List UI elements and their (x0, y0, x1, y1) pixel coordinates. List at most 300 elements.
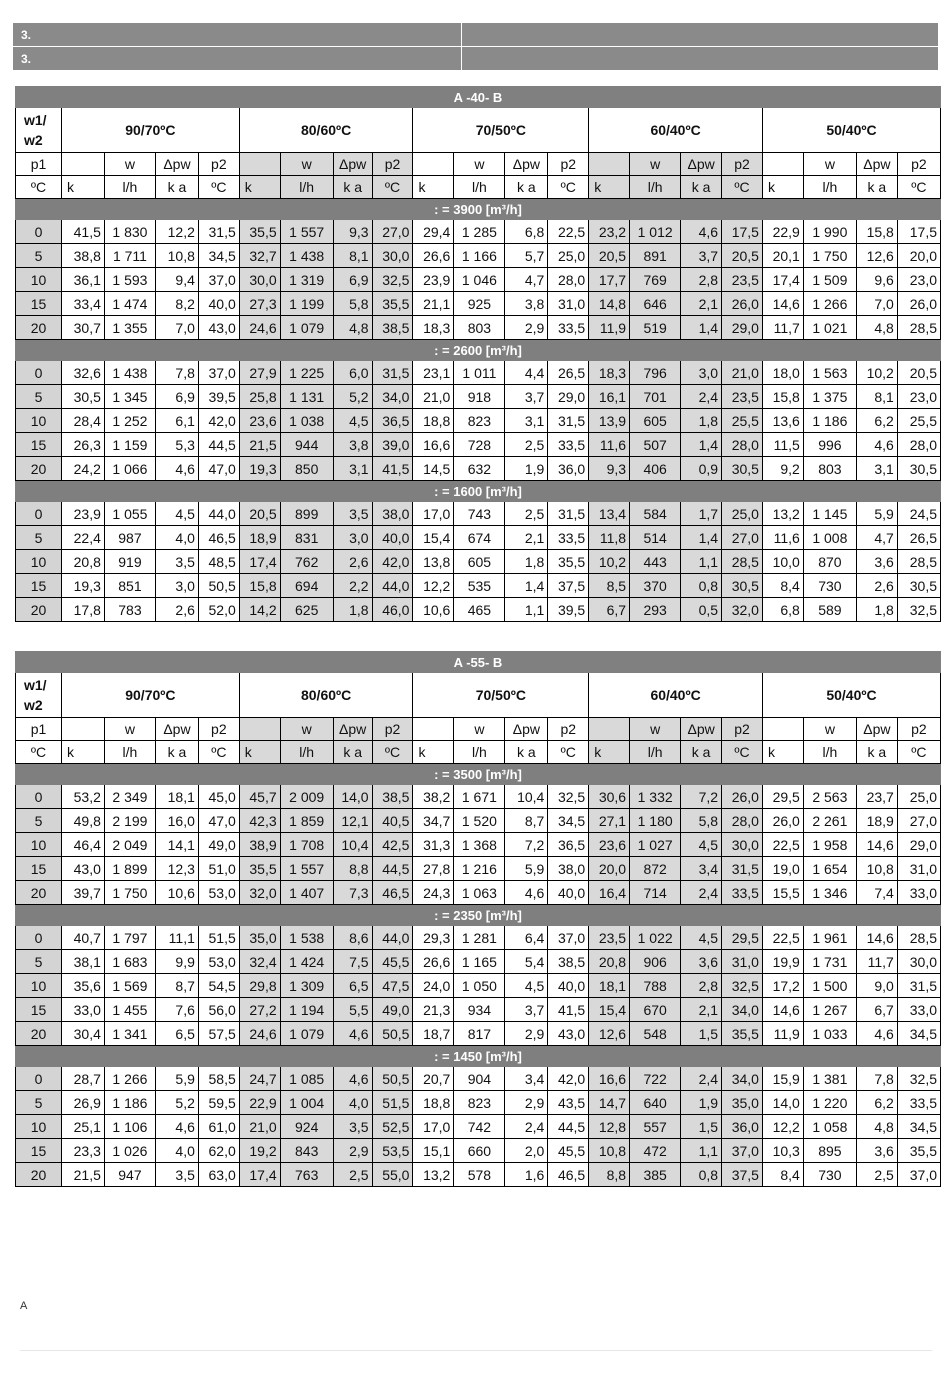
dpw-label: Δpw (505, 153, 548, 176)
table-cell: 10,3 (762, 1139, 803, 1163)
table-cell: 43,0 (198, 316, 239, 340)
table-row (16, 881, 941, 905)
airflow-label: : = 3500 [m³/h] (16, 764, 941, 785)
table-cell: 29,3 (413, 926, 454, 950)
table-cell: 20,0 (589, 857, 630, 881)
table-cell: 1 199 (280, 292, 333, 316)
table-cell: 30,6 (589, 785, 630, 809)
table-cell: 15,8 (762, 385, 803, 409)
table-cell: 33,0 (61, 998, 104, 1022)
table-cell: 30,5 (897, 574, 940, 598)
table-cell: 1,4 (681, 526, 722, 550)
table-cell: 1 079 (280, 316, 333, 340)
table-cell: 8,7 (505, 809, 548, 833)
table-cell: 33,0 (897, 998, 940, 1022)
table-cell: 11,9 (762, 1022, 803, 1046)
ka-label: k a (505, 741, 548, 764)
table-cell: 31,3 (413, 833, 454, 857)
table-cell: 33,5 (722, 881, 763, 905)
table-cell: 10,4 (505, 785, 548, 809)
table-cell: 35,0 (239, 926, 280, 950)
table-row (16, 926, 941, 950)
row-label-cell: 0 (16, 785, 62, 809)
table-cell: 1 186 (104, 1091, 155, 1115)
table-cell: 18,9 (856, 809, 897, 833)
table-cell: 20,5 (897, 361, 940, 385)
table-cell: 8,4 (762, 1163, 803, 1187)
table-cell: 21,3 (413, 998, 454, 1022)
table-cell: 2,8 (681, 268, 722, 292)
table-cell: 385 (630, 1163, 681, 1187)
table-cell: 10,6 (155, 881, 198, 905)
table-cell: 26,0 (762, 809, 803, 833)
airflow-subheader-row (16, 905, 941, 926)
table-cell: 2 199 (104, 809, 155, 833)
table-cell: 14,8 (589, 292, 630, 316)
airflow-label: : = 1450 [m³/h] (16, 1046, 941, 1067)
table-cell: 8,1 (333, 244, 372, 268)
w-label: w (630, 153, 681, 176)
p1-label: p1 (16, 718, 62, 741)
table-cell: 1 731 (803, 950, 856, 974)
k-label: k (239, 176, 280, 199)
table-row (16, 268, 941, 292)
table-cell: 4,6 (856, 1022, 897, 1046)
table-cell: 7,3 (333, 881, 372, 905)
table-cell: 9,0 (856, 974, 897, 998)
table-cell: 7,4 (856, 881, 897, 905)
table-cell: 640 (630, 1091, 681, 1115)
table-cell: 13,9 (589, 409, 630, 433)
table-cell: 8,8 (589, 1163, 630, 1187)
table-cell: 895 (803, 1139, 856, 1163)
table-cell: 59,5 (198, 1091, 239, 1115)
table-cell: 0,8 (681, 1163, 722, 1187)
table-cell: 1 563 (803, 361, 856, 385)
section-header-right-1 (462, 23, 939, 47)
table-cell: 27,8 (413, 857, 454, 881)
table-cell: 22,9 (762, 220, 803, 244)
table-cell: 1 267 (803, 998, 856, 1022)
airflow-subheader-row (16, 1046, 941, 1067)
table-cell: 2,9 (333, 1139, 372, 1163)
table-cell: 44,5 (548, 1115, 589, 1139)
table-cell: 1,9 (505, 457, 548, 481)
table-cell: 23,3 (61, 1139, 104, 1163)
table-cell: 27,0 (372, 220, 413, 244)
table-cell: 33,0 (897, 881, 940, 905)
table-cell: 32,5 (722, 974, 763, 998)
table-cell: 17,4 (239, 550, 280, 574)
table-cell: 17,2 (762, 974, 803, 998)
table-cell: 646 (630, 292, 681, 316)
table-cell: 762 (280, 550, 333, 574)
table-cell: 26,5 (897, 526, 940, 550)
table-cell: 37,0 (198, 268, 239, 292)
table-cell: 19,0 (762, 857, 803, 881)
table-cell: 40,7 (61, 926, 104, 950)
table-cell: 1 500 (803, 974, 856, 998)
table-cell: 22,5 (548, 220, 589, 244)
k-label: k (413, 741, 454, 764)
table-cell: 5,2 (155, 1091, 198, 1115)
table-cell: 22,9 (239, 1091, 280, 1115)
table-cell: 1 004 (280, 1091, 333, 1115)
table-cell: 5,2 (333, 385, 372, 409)
table-cell: 39,5 (198, 385, 239, 409)
table-cell: 38,5 (372, 316, 413, 340)
lh-label: l/h (803, 741, 856, 764)
table-row (16, 950, 941, 974)
table-cell: 7,8 (856, 1067, 897, 1091)
table-cell: 5,8 (681, 809, 722, 833)
table-cell: 43,0 (61, 857, 104, 881)
table-cell: 1 958 (803, 833, 856, 857)
table-cell: 53,0 (198, 950, 239, 974)
unit-label-row-1 (16, 718, 941, 741)
table-cell: 28,0 (897, 433, 940, 457)
table-cell: 1,5 (681, 1115, 722, 1139)
table-row (16, 974, 941, 998)
column-group-header: 80/60ºC (239, 108, 413, 153)
table-cell: 32,0 (239, 881, 280, 905)
table-cell: 1,1 (681, 1139, 722, 1163)
table-cell: 472 (630, 1139, 681, 1163)
table-cell: 21,5 (239, 433, 280, 457)
table-cell: 1 085 (280, 1067, 333, 1091)
table-cell: 7,0 (155, 316, 198, 340)
table-cell: 1 355 (104, 316, 155, 340)
table-cell: 36,1 (61, 268, 104, 292)
degc-label: ºC (722, 176, 763, 199)
table-cell: 1 859 (280, 809, 333, 833)
degc-label: ºC (897, 176, 940, 199)
table-cell: 694 (280, 574, 333, 598)
table-cell: 23,0 (897, 385, 940, 409)
table-cell: 1,4 (681, 316, 722, 340)
table-cell: 15,4 (589, 998, 630, 1022)
table-cell: 1 520 (454, 809, 505, 833)
table-cell: 3,0 (681, 361, 722, 385)
table-cell: 14,2 (239, 598, 280, 622)
table-cell: 0,8 (681, 574, 722, 598)
table-cell: 27,9 (239, 361, 280, 385)
table-cell: 1 332 (630, 785, 681, 809)
table-cell: 6,1 (155, 409, 198, 433)
table-cell: 37,5 (548, 574, 589, 598)
table-row (16, 998, 941, 1022)
table-cell: 3,6 (681, 950, 722, 974)
table-cell: 26,0 (897, 292, 940, 316)
table-cell: 10,2 (589, 550, 630, 574)
table-cell: 42,0 (548, 1067, 589, 1091)
lh-label: l/h (454, 176, 505, 199)
table-row (16, 574, 941, 598)
table-cell: 20,5 (239, 502, 280, 526)
table-cell: 2 563 (803, 785, 856, 809)
table-cell: 714 (630, 881, 681, 905)
table-cell: 36,0 (548, 457, 589, 481)
table-cell: 803 (803, 457, 856, 481)
table-row (16, 1115, 941, 1139)
table-cell: 7,0 (856, 292, 897, 316)
table-cell: 35,6 (61, 974, 104, 998)
table-cell: 4,6 (155, 1115, 198, 1139)
table-cell: 9,6 (856, 268, 897, 292)
table-cell: 32,6 (61, 361, 104, 385)
table-cell: 730 (803, 574, 856, 598)
table-cell: 924 (280, 1115, 333, 1139)
ka-label: k a (333, 176, 372, 199)
table-row (16, 550, 941, 574)
table-cell: 5,8 (333, 292, 372, 316)
airflow-subheader-row (16, 481, 941, 502)
table-cell: 817 (454, 1022, 505, 1046)
table-row (16, 785, 941, 809)
table-cell: 33,5 (897, 1091, 940, 1115)
table-cell: 4,6 (856, 433, 897, 457)
table-cell: 20,1 (762, 244, 803, 268)
table-cell: 40,0 (548, 881, 589, 905)
table-cell: 50,5 (372, 1067, 413, 1091)
table-cell: 31,0 (897, 857, 940, 881)
table-cell: 32,0 (722, 598, 763, 622)
table-cell: 28,5 (897, 316, 940, 340)
table-cell: 1 216 (454, 857, 505, 881)
table-cell: 4,5 (681, 833, 722, 857)
table-cell: 17,7 (589, 268, 630, 292)
table-cell: 55,0 (372, 1163, 413, 1187)
table-cell: 25,5 (897, 409, 940, 433)
table-cell: 1 012 (630, 220, 681, 244)
table-row (16, 1067, 941, 1091)
table-cell: 12,6 (589, 1022, 630, 1046)
table-cell: 11,6 (589, 433, 630, 457)
ka-label: k a (681, 176, 722, 199)
table-cell: 2,6 (333, 550, 372, 574)
table-cell: 843 (280, 1139, 333, 1163)
table-cell: 11,6 (762, 526, 803, 550)
table-cell: 674 (454, 526, 505, 550)
lh-label: l/h (280, 741, 333, 764)
table-cell: 33,5 (548, 526, 589, 550)
table-cell: 16,0 (155, 809, 198, 833)
table-cell: 38,8 (61, 244, 104, 268)
table-cell: 2,4 (681, 1067, 722, 1091)
table-cell: 29,0 (722, 316, 763, 340)
table-row (16, 244, 941, 268)
footer-divider (20, 1350, 932, 1351)
table-cell: 1 346 (803, 881, 856, 905)
table-cell: 37,0 (722, 1139, 763, 1163)
table-cell: 34,7 (413, 809, 454, 833)
table-cell: 2,1 (505, 526, 548, 550)
table-cell: 14,6 (762, 998, 803, 1022)
table-cell: 10,0 (762, 550, 803, 574)
table-cell: 5,9 (505, 857, 548, 881)
table-cell: 4,4 (505, 361, 548, 385)
dpw-label: Δpw (155, 153, 198, 176)
degc-label: ºC (897, 741, 940, 764)
table-cell: 28,4 (61, 409, 104, 433)
p2-label: p2 (722, 153, 763, 176)
table-cell: 18,9 (239, 526, 280, 550)
table-cell: 61,0 (198, 1115, 239, 1139)
blank-label (589, 153, 630, 176)
table-cell: 58,5 (198, 1067, 239, 1091)
table-cell: 19,2 (239, 1139, 280, 1163)
table-cell: 589 (803, 598, 856, 622)
table-cell: 3,7 (505, 998, 548, 1022)
table-cell: 44,0 (372, 926, 413, 950)
table-cell: 6,7 (856, 998, 897, 1022)
table-cell: 23,5 (722, 385, 763, 409)
table-cell: 15,8 (856, 220, 897, 244)
table-cell: 1 186 (803, 409, 856, 433)
table-cell: 18,0 (762, 361, 803, 385)
table-cell: 12,2 (155, 220, 198, 244)
table-cell: 4,6 (505, 881, 548, 905)
p1-label: p1 (16, 153, 62, 176)
table-cell: 2,1 (681, 998, 722, 1022)
lh-label: l/h (280, 176, 333, 199)
column-group-header: 80/60ºC (239, 673, 413, 718)
table-cell: 742 (454, 1115, 505, 1139)
table-cell: 1 538 (280, 926, 333, 950)
table-cell: 788 (630, 974, 681, 998)
table-cell: 46,5 (198, 526, 239, 550)
table-cell: 3,4 (681, 857, 722, 881)
table-cell: 4,5 (681, 926, 722, 950)
table-cell: 14,5 (413, 457, 454, 481)
table-cell: 9,4 (155, 268, 198, 292)
table-cell: 2,9 (505, 1091, 548, 1115)
table-cell: 763 (280, 1163, 333, 1187)
row-label-cell: 15 (16, 857, 62, 881)
table-cell: 22,4 (61, 526, 104, 550)
table-cell: 1 046 (454, 268, 505, 292)
table-cell: 49,0 (198, 833, 239, 857)
table-cell: 1 131 (280, 385, 333, 409)
k-label: k (762, 176, 803, 199)
table-row (16, 809, 941, 833)
table-cell: 36,5 (372, 409, 413, 433)
table-cell: 18,3 (589, 361, 630, 385)
p2-label: p2 (897, 153, 940, 176)
table-cell: 1 708 (280, 833, 333, 857)
row-label-cell: 15 (16, 998, 62, 1022)
table-cell: 17,5 (897, 220, 940, 244)
ka-label: k a (856, 741, 897, 764)
blank-label (239, 153, 280, 176)
table-cell: 1 021 (803, 316, 856, 340)
table-cell: 1 593 (104, 268, 155, 292)
table-cell: 23,2 (589, 220, 630, 244)
column-group-header: 50/40ºC (762, 673, 940, 718)
table-cell: 23,5 (589, 926, 630, 950)
table-cell: 2 349 (104, 785, 155, 809)
degc-label: ºC (198, 176, 239, 199)
table-cell: 29,5 (762, 785, 803, 809)
table-cell: 730 (803, 1163, 856, 1187)
table-cell: 4,6 (333, 1067, 372, 1091)
row-label-cell: 20 (16, 881, 62, 905)
table-cell: 1 711 (104, 244, 155, 268)
table-cell: 4,8 (856, 316, 897, 340)
table-cell: 27,3 (239, 292, 280, 316)
table-cell: 35,5 (372, 292, 413, 316)
table-cell: 4,5 (155, 502, 198, 526)
table-cell: 14,7 (589, 1091, 630, 1115)
blank-label (413, 718, 454, 741)
table-cell: 24,6 (239, 316, 280, 340)
ka-label: k a (333, 741, 372, 764)
table-cell: 32,5 (897, 1067, 940, 1091)
table-row (16, 1139, 941, 1163)
table-row (16, 292, 941, 316)
table-title: A -40- B (16, 87, 941, 108)
table-cell: 12,2 (413, 574, 454, 598)
table-cell: 14,0 (333, 785, 372, 809)
table-cell: 578 (454, 1163, 505, 1187)
w1w2-label (16, 673, 62, 718)
table-cell: 2,8 (681, 974, 722, 998)
table-cell: 1 266 (803, 292, 856, 316)
table-row (16, 361, 941, 385)
table-cell: 27,1 (589, 809, 630, 833)
table-cell: 6,2 (856, 1091, 897, 1115)
table-cell: 1,8 (856, 598, 897, 622)
table-cell: 10,4 (333, 833, 372, 857)
table-cell: 4,7 (505, 268, 548, 292)
table-cell: 30,0 (897, 950, 940, 974)
w-label: w (454, 718, 505, 741)
ka-label: k a (505, 176, 548, 199)
table-cell: 1 671 (454, 785, 505, 809)
table-cell: 20,5 (589, 244, 630, 268)
p2-label: p2 (198, 153, 239, 176)
table-cell: 37,5 (722, 1163, 763, 1187)
table-cell: 35,5 (897, 1139, 940, 1163)
table-cell: 12,1 (333, 809, 372, 833)
table-cell: 1 381 (803, 1067, 856, 1091)
table-row (16, 385, 941, 409)
table-cell: 20,5 (722, 244, 763, 268)
table-cell: 6,8 (762, 598, 803, 622)
table-cell: 16,6 (589, 1067, 630, 1091)
table-cell: 1 474 (104, 292, 155, 316)
p2-label: p2 (548, 718, 589, 741)
table-cell: 1 341 (104, 1022, 155, 1046)
table-cell: 34,5 (897, 1115, 940, 1139)
table-cell: 28,7 (61, 1067, 104, 1091)
table-cell: 1 194 (280, 998, 333, 1022)
table-cell: 6,5 (333, 974, 372, 998)
degc-label: ºC (372, 176, 413, 199)
blank-label (61, 153, 104, 176)
table-cell: 18,8 (413, 1091, 454, 1115)
table-cell: 12,6 (856, 244, 897, 268)
table-cell: 27,2 (239, 998, 280, 1022)
degc-label: ºC (548, 176, 589, 199)
table-cell: 625 (280, 598, 333, 622)
table-cell: 22,5 (762, 926, 803, 950)
table-cell: 2 009 (280, 785, 333, 809)
table-cell: 40,0 (198, 292, 239, 316)
p2-label: p2 (372, 153, 413, 176)
table-cell: 21,0 (413, 385, 454, 409)
row-label-cell: 5 (16, 809, 62, 833)
